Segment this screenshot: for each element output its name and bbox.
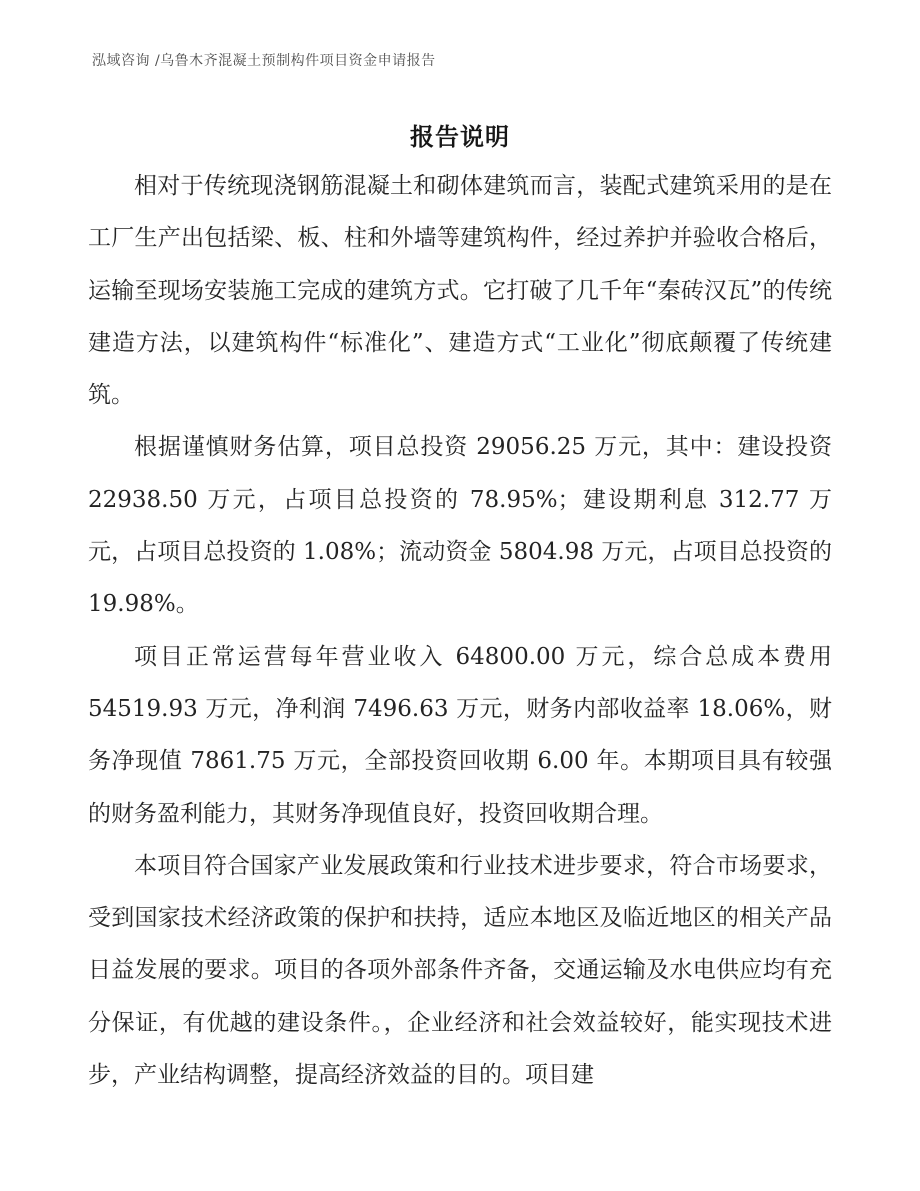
document-body [88,160,832,1101]
page-title: 报告说明 [410,122,510,151]
document-header: 泓域咨询 /乌鲁木齐混凝土预制构件项目资金申请报告 [92,53,436,69]
paragraph: 本项目符合国家产业发展政策和行业技术进步要求，符合市场要求，受到国家技术经济政策的保护和扶持，适应本地区及临近地区的相关产品日益发展的要求。项目的各项外部条件齐备，交通运输及水电供应均有充分保证，有优越的建设条件。，企业经济和社会效益较好，能实现技术进步，产业结构调整，提高经济效益的目的。项目建 [88,852,832,1089]
paragraph: 项目正常运营每年营业收入 64800.00 万元，综合总成本费用 54519.93 万元，净利润 7496.63 万元，财务内部收益率 18.06%，财务净现值 7861.75 万元，全部投资回收期 6.00 年。本期项目具有较强的财务盈利能力，其财务净现值良好，投资回收期合理。 [88,643,832,827]
paragraph: 相对于传统现浇钢筋混凝土和砌体建筑而言，装配式建筑采用的是在工厂生产出包括梁、板、柱和外墙等建筑构件，经过养护并验收合格后，运输至现场安装施工完成的建筑方式。它打破了几千年“秦砖汉瓦”的传统建造方法，以建筑构件“标准化”、建造方式“工业化”彻底颠覆了传统建筑。 [88,173,832,409]
paragraph: 根据谨慎财务估算，项目总投资 29056.25 万元，其中：建设投资 22938.50 万元，占项目总投资的 78.95%；建设期利息 312.77 万元，占项目总投资的 1.08%；流动资金 5804.98 万元，占项目总投资的 19.98%。 [88,434,833,618]
